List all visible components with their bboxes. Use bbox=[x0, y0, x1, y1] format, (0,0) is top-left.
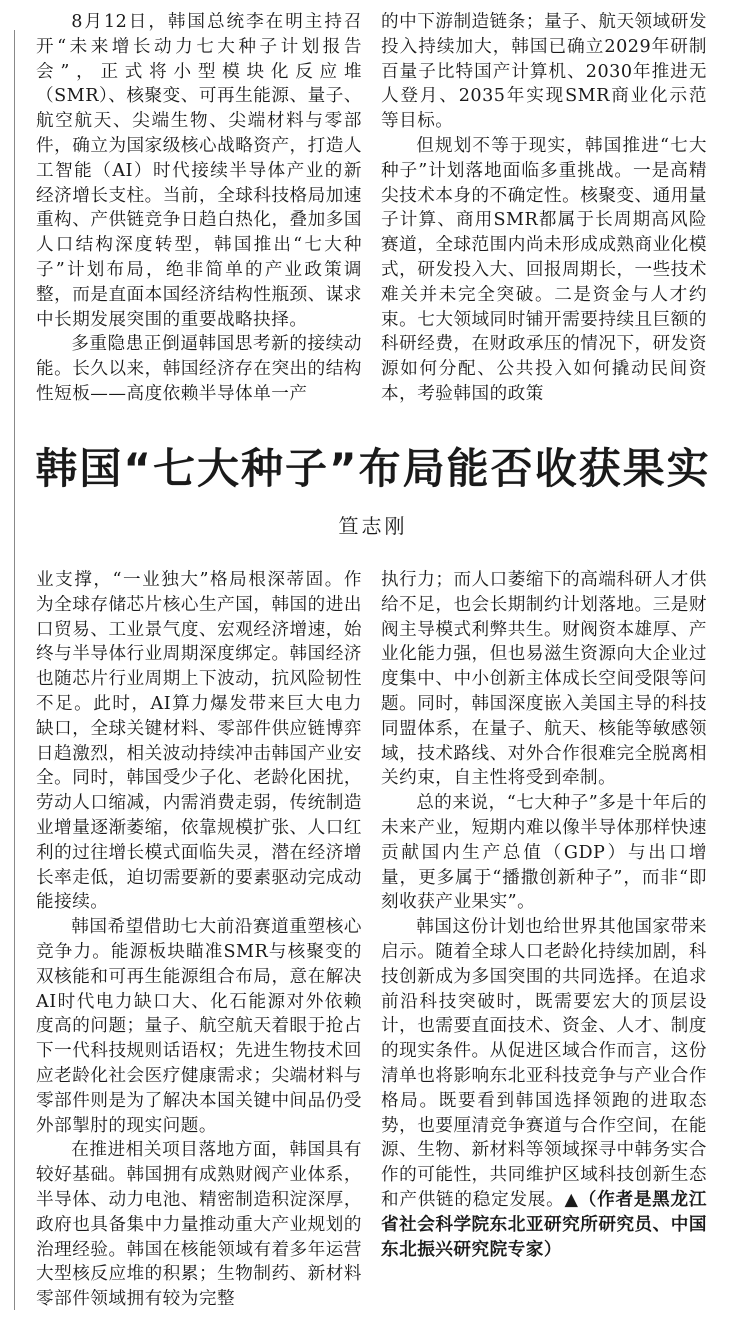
paragraph: 总的来说，“七大种子”多是十年后的未来产业，短期内难以像半导体那样快速贡献国内生产总值（GDP）与出口增量，更多属于“播撒创新种子”，而非“即刻收获产业果实”。 bbox=[381, 793, 707, 913]
paragraph-text: 韩国这份计划也给世界其他国家带来启示。随着全球人口老龄化持续加剧，科技创新成为多国突围的共同选择。在追求前沿科技突破时，既需要宏大的顶层设计，也需要直面技术、资金、人才、制度的现实条件。从促进区域合作而言，这份清单也将影响东北亚科技竞争与产业合作格局。既要看到韩国选择领跑的进取态势，也要厘清竞争赛道与合作空间，在能源、生物、新材料等领域探寻中韩务实合作的可能性，共同维护区域科技创新生态和产供链的稳定发展。▲ bbox=[381, 917, 707, 1210]
paragraph: 韩国希望借助七大前沿赛道重塑核心竞争力。能源板块瞄准SMR与核聚变的双核能和可再生能源组合布局，意在解决AI时代电力缺口大、化石能源对外依赖度高的问题；量子、航空航天着眼于抢占下一代科技规则话语权；先进生物技术回应老龄化社会医疗健康需求；尖端材料与零部件则是为了解决本国关键中间品仍受外部掣肘的现实问题。 bbox=[36, 917, 362, 1136]
column-bottom-right bbox=[381, 568, 707, 1262]
author-bio: （作者是黑龙江省社会科学院东北亚研究所研究员、中国东北振兴研究院专家） bbox=[381, 1189, 707, 1260]
paragraph bbox=[381, 915, 707, 1262]
column-top-right bbox=[381, 10, 707, 407]
paragraph: 但规划不等于现实，韩国推进“七大种子”计划落地面临多重挑战。一是高精尖技术本身的不确定性。核聚变、通用量子计算、商用SMR都属于长周期高风险赛道，全球范围内尚未形成成熟商业化模式，研发投入大、回报周期长，一些技术难关并未完全突破。二是资金与人才约束。七大领域同时铺开需要持续且巨额的科研经费，在财政承压的情况下，研发资源如何分配、公共投入如何撬动民间资本，考验韩国的政策 bbox=[381, 135, 707, 404]
paragraph: 8月12日，韩国总统李在明主持召开“未来增长动力七大种子计划报告会”，正式将小型模块化反应堆（SMR）、核聚变、可再生能源、量子、航空航天、尖端生物、尖端材料与零部件，确立为国家级核心战略资产，打造人工智能（AI）时代接续半导体产业的新经济增长支柱。当前，全球科技格局加速重构、产供链竞争日趋白热化，叠加多国人口结构深度转型，韩国推出“七大种子”计划布局，绝非简单的产业政策调整，而是直面本国经济结构性瓶颈、谋求中长期发展突围的重要战略抉择。 bbox=[36, 12, 362, 330]
author-byline: 笪志刚 bbox=[338, 514, 408, 538]
headline: 韩国“七大种子”布局能否收获果实 bbox=[35, 444, 711, 493]
column-top-left bbox=[36, 10, 362, 407]
paragraph: 多重隐患正倒逼韩国思考新的接续动能。长久以来，韩国经济存在突出的结构性短板——高度依赖半导体单一产 bbox=[36, 334, 362, 404]
paragraph: 业支撑，“一业独大”格局根深蒂固。作为全球存储芯片核心生产国，韩国的进出口贸易、工业景气度、宏观经济增速，始终与半导体行业周期深度绑定。韩国经济也随芯片行业周期上下波动，抗风险韧性不足。此时，AI算力爆发带来巨大电力缺口，全球关键材料、零部件供应链博弈日趋激烈，相关波动持续冲击韩国产业安全。同时，韩国受少子化、老龄化困扰，劳动人口缩减，内需消费走弱，传统制造业增量逐渐萎缩，依靠规模扩张、人口红利的过往增长模式面临失灵，潜在经济增长率走低，迫切需要新的要素驱动完成动能接续。 bbox=[36, 570, 362, 913]
paragraph: 执行力；而人口萎缩下的高端科研人才供给不足，也会长期制约计划落地。三是财阀主导模式利弊共生。财阀资本雄厚、产业化能力强，但也易滋生资源向大企业过度集中、中小创新主体成长空间受限等问题。同时，韩国深度嵌入美国主导的科技同盟体系，在量子、航天、核能等敏感领域，技术路线、对外合作很难完全脱离相关约束，自主性将受到牵制。 bbox=[381, 570, 707, 789]
paragraph: 在推进相关项目落地方面，韩国具有较好基础。韩国拥有成熟财阀产业体系，半导体、动力电池、精密制造积淀深厚，政府也具备集中力量推动重大产业规划的治理经验。韩国在核能领域有着多年运营大型核反应堆的积累；生物制药、新材料零部件领域拥有较为完整 bbox=[36, 1140, 362, 1310]
column-bottom-left bbox=[36, 568, 362, 1312]
paragraph: 的中下游制造链条；量子、航天领域研发投入持续加大，韩国已确立2029年研制百量子比特国产计算机、2030年推进无人登月、2035年实现SMR商业化示范等目标。 bbox=[381, 12, 707, 132]
left-margin-rule bbox=[14, 30, 15, 1310]
